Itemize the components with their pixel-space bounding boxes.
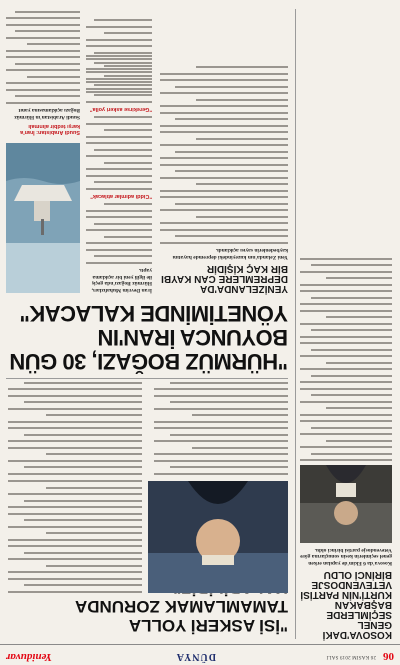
page-header	[0, 644, 400, 665]
left-story-body	[300, 258, 392, 462]
issue-date: 26 KASIM 2019 SALI	[326, 654, 376, 659]
right-story-lead: İran Devrim Muhafızları, Hürmüz Boğazı'nda geçiş ile ilgili yeni bir açıklama yaptı.	[91, 267, 152, 293]
right-story-subhead-2: "Gerekirse askeri yolla"	[89, 106, 152, 112]
bottom-right-story	[6, 7, 80, 138]
middle-story-lead: Yeni Zelanda'nın kuzeyindeki depremde hayatını kaybedenlerin sayısı açıklandı.	[172, 247, 288, 260]
section-title: DÜNYA	[175, 651, 216, 662]
left-story-photo	[300, 466, 392, 544]
page-number: 06	[383, 650, 394, 662]
top-story-body-3	[8, 378, 142, 476]
main-headline: "HÜRMÜZ BOĞAZI, 30 GÜN BOYUNCA İRAN'IN YÖNETİMİNDE KALACAK"	[9, 301, 288, 374]
boat-photo	[6, 143, 80, 293]
right-story-subhead-1: "Ciddi adımlar atılacak"	[90, 193, 152, 199]
section-divider	[6, 378, 288, 379]
middle-story-headline: YENİZELANDA'DA DEPREMLERE CAN KAYBI BİR KAÇ KİŞİDİR	[161, 263, 288, 294]
top-story-body-2	[154, 378, 288, 476]
top-photo	[148, 481, 288, 593]
column-divider	[295, 9, 296, 639]
left-story	[300, 254, 392, 640]
top-headline: "İSİ ASKERİ YOLLA TAMAMLAMAK ZORUNDA	[75, 597, 288, 635]
middle-story	[160, 62, 288, 293]
left-story-headline: KOSOVA'DAKİ GENEL SEÇİMLERDE BAŞBAKAN KURTİ'NİN PARTİSİ VETEVENDOSJE BİRİNCİ OLDU	[300, 569, 392, 640]
bottom-right-subhead: Suudi Arabistan: İran'a karşı tedbir alınmalı	[20, 123, 80, 135]
newspaper-logo: Yeniduvar	[6, 651, 52, 663]
left-story-lead: Kosova'da 6 Ekim'de yapılan erken genel seçimlerin kesin sonuçlarına göre Vetevendosje partisi birinci oldu.	[300, 547, 392, 566]
top-story-body	[8, 476, 142, 593]
right-story-continued	[86, 15, 152, 93]
bottom-right-lead: Suudi Arabistan'ın Hürmüz Boğazı açıklamasına yanıt	[14, 107, 80, 120]
